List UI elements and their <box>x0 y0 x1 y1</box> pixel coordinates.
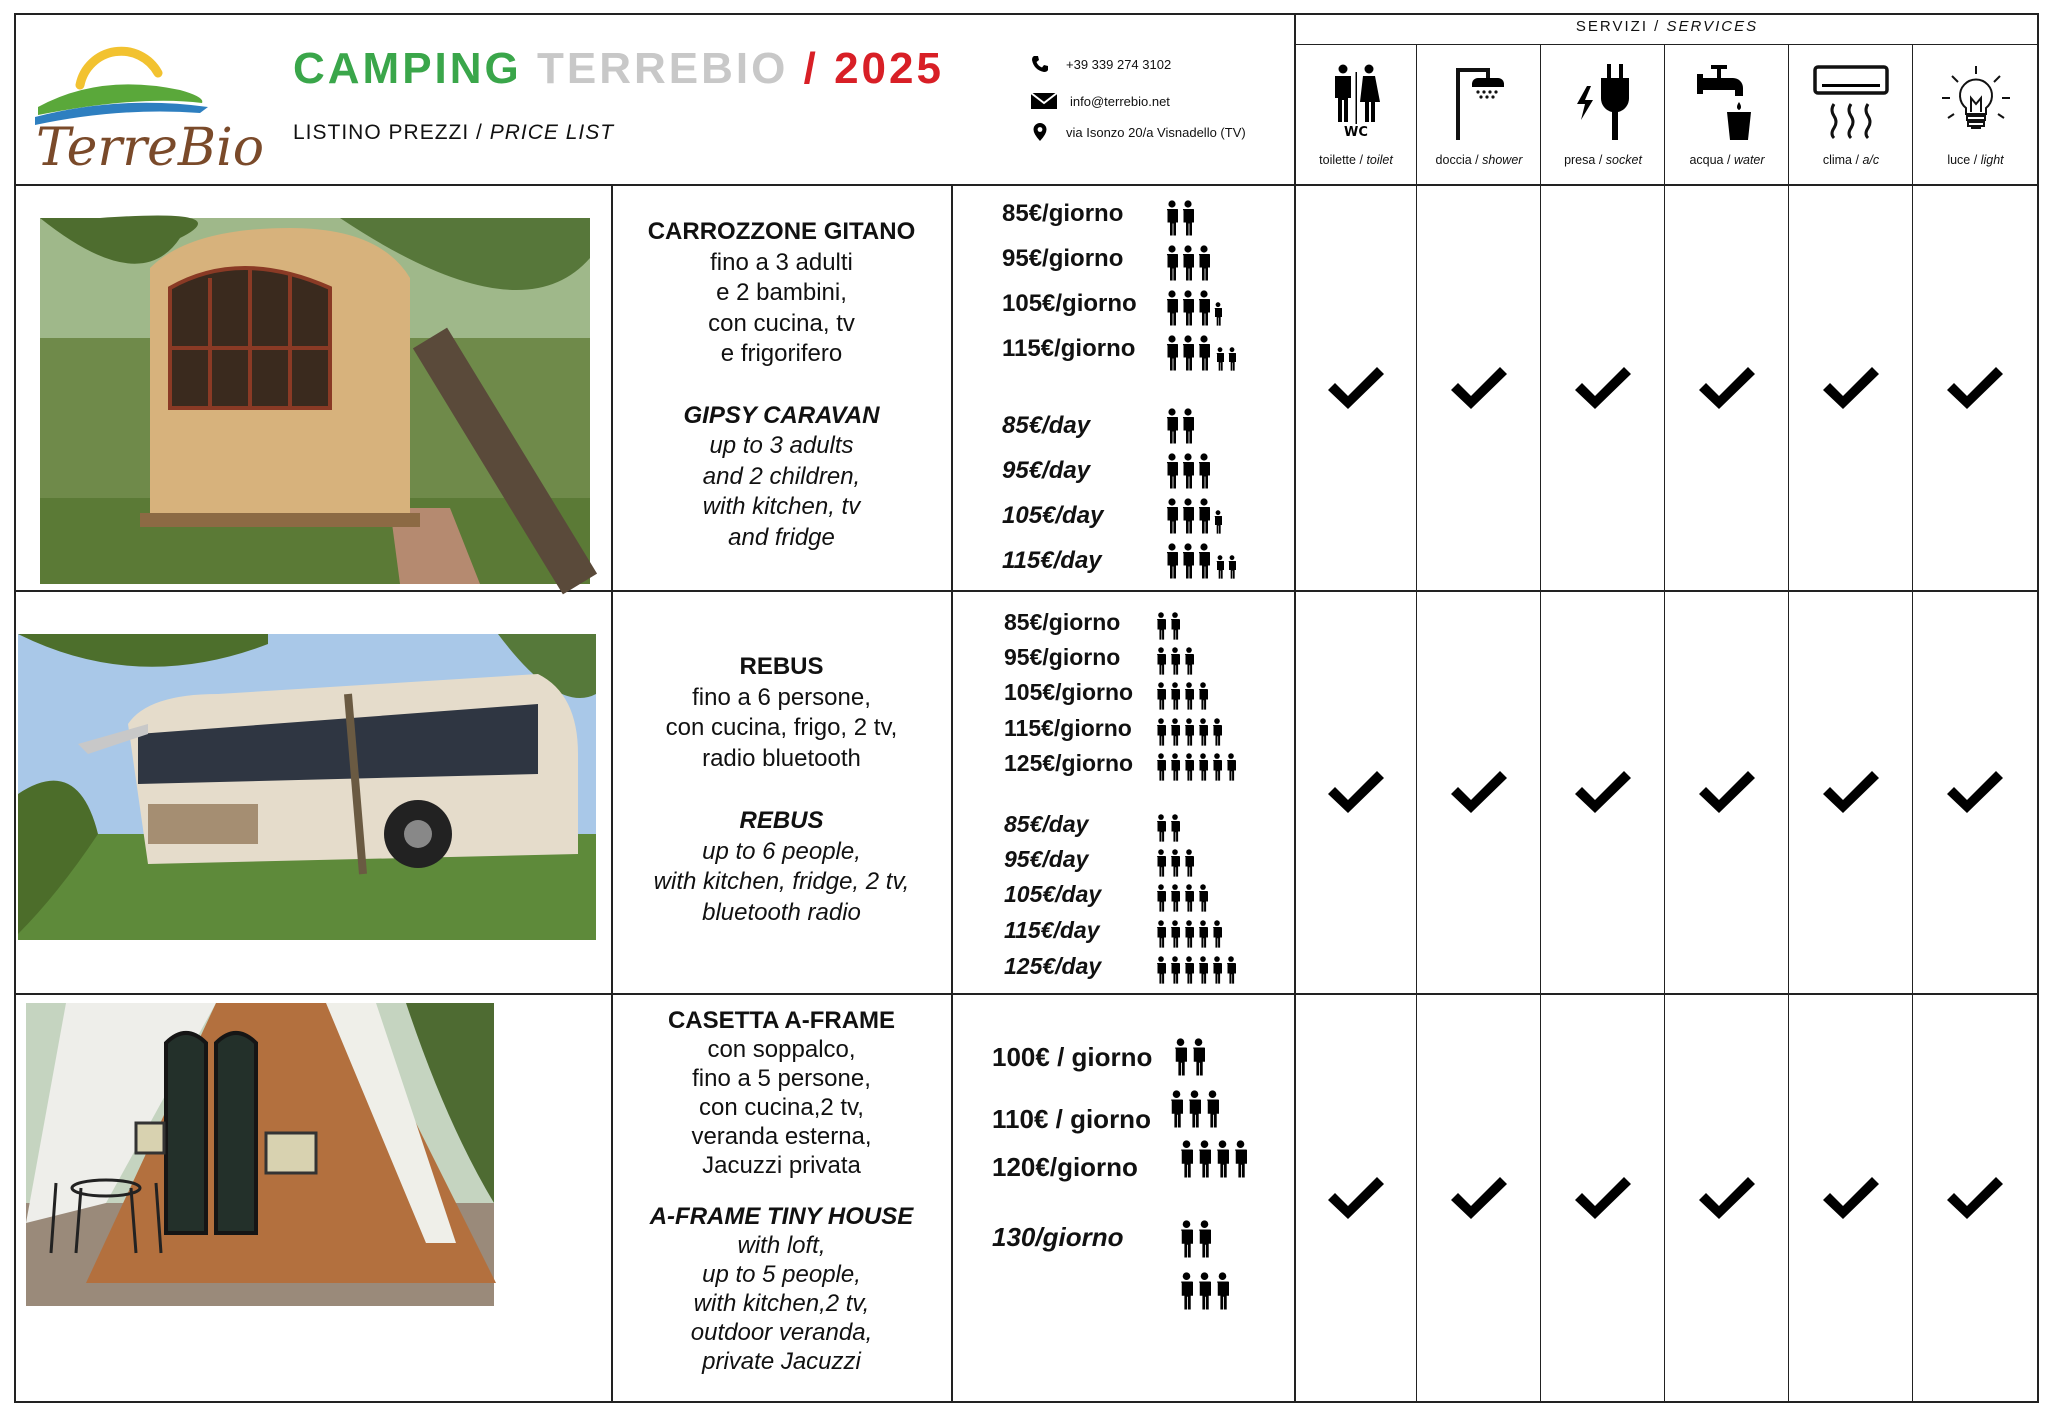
service-divider <box>1416 44 1417 1403</box>
people-icons-4 <box>1180 1140 1252 1183</box>
price-row: 105€/day <box>1002 502 1104 529</box>
service-divider <box>1788 44 1789 1403</box>
people-icons-2 <box>1180 1220 1216 1263</box>
socket-icon <box>1573 64 1633 140</box>
header-divider <box>14 184 2039 186</box>
light-bulb-icon <box>1938 64 2014 140</box>
service-socket: presa / socket <box>1542 46 1664 182</box>
people-icons-6 <box>1156 753 1242 786</box>
service-water: acqua / water <box>1666 46 1788 182</box>
price-row: 85€/giorno <box>1002 200 1124 227</box>
water-tap-icon <box>1697 64 1757 140</box>
people-icons-3 <box>1156 849 1200 882</box>
contact-phone: +39 339 274 3102 <box>1030 54 1171 74</box>
price-row: 85€/giorno <box>1004 609 1121 635</box>
people-icons-3 <box>1166 245 1216 286</box>
checkmark-icon <box>1820 363 1882 413</box>
toilet-icon <box>1331 64 1381 138</box>
service-light: luce / light <box>1914 46 2037 182</box>
description-rebus: REBUS fino a 6 persone, con cucina, frigo, 2 tv, radio bluetooth REBUS up to 6 people, with kitchen, fridge, 2 tv, bluetooth radio <box>653 653 910 926</box>
people-icons-2 <box>1174 1038 1210 1081</box>
people-icons-6 <box>1156 956 1242 989</box>
svg-text:WC: WC <box>1344 125 1368 140</box>
people-icons-3 <box>1156 647 1200 680</box>
checkmark-icon <box>1448 767 1510 817</box>
checkmark-icon <box>1696 1173 1758 1223</box>
price-row: 115€/day <box>1002 547 1102 574</box>
people-icons-3 <box>1166 453 1216 494</box>
description-gipsy-caravan: CARROZZONE GITANO fino a 3 adulti e 2 bambini, con cucina, tv e frigorifero GIPSY CARAVAN up to 3 adults and 2 children, with kitchen, tv and fridge <box>647 218 916 551</box>
price-row: 120€/giorno <box>992 1152 1138 1182</box>
phone-icon <box>1030 54 1052 74</box>
people-icons-3-plus-2-children <box>1166 335 1246 376</box>
people-icons-3-plus-1-child <box>1166 290 1232 331</box>
price-row: 95€/day <box>1002 457 1091 484</box>
price-row: 125€/giorno <box>1004 750 1134 776</box>
people-icons-3-plus-2-children <box>1166 543 1246 584</box>
page-subtitle: LISTINO PREZZI / PRICE LIST <box>293 121 615 144</box>
service-shower: doccia / shower <box>1418 46 1540 182</box>
price-row: 95€/giorno <box>1004 644 1121 670</box>
people-icons-4 <box>1156 682 1214 715</box>
checkmark-icon <box>1944 1173 2006 1223</box>
checkmark-icon <box>1696 767 1758 817</box>
checkmark-icon <box>1572 767 1634 817</box>
service-toilet: WC toilette / toilet <box>1296 46 1416 182</box>
checkmark-icon <box>1944 767 2006 817</box>
envelope-icon <box>1030 91 1058 111</box>
price-row: 105€/day <box>1004 881 1102 907</box>
people-icons-2 <box>1166 408 1198 449</box>
service-ac: clima / a/c <box>1790 46 1912 182</box>
page-title: CAMPING TERREBIO / 2025 <box>293 44 944 93</box>
row-divider <box>14 590 2039 592</box>
services-title-divider <box>1294 44 2039 45</box>
description-a-frame: CASETTA A-FRAME con soppalco, fino a 5 persone, con cucina,2 tv, veranda esterna, Jacuzzi privata A-FRAME TINY HOUSE with loft, up to 5 people, with kitchen,2 tv, outdoor veranda, private Jacuzzi <box>649 1007 914 1375</box>
row-divider <box>14 993 2039 995</box>
contact-email: info@terrebio.net <box>1030 91 1170 111</box>
contact-address: via Isonzo 20/a Visnadello (TV) <box>1030 122 1246 142</box>
price-row: 105€/giorno <box>1002 290 1137 317</box>
price-row: 85€/day <box>1002 412 1091 439</box>
logo <box>30 35 265 178</box>
checkmark-icon <box>1572 363 1634 413</box>
people-icons-3-plus-1-child <box>1166 498 1232 539</box>
checkmark-icon <box>1696 363 1758 413</box>
price-row: 130/giorno <box>992 1222 1124 1252</box>
services-title: SERVIZI / SERVICES <box>1575 18 1759 35</box>
price-row: 85€/day <box>1004 811 1089 837</box>
price-row: 115€/day <box>1004 917 1100 943</box>
people-icons-5 <box>1156 920 1228 953</box>
photo-rebus-bus <box>18 634 596 940</box>
people-icons-2 <box>1156 814 1186 847</box>
column-divider <box>951 184 953 1403</box>
checkmark-icon <box>1944 363 2006 413</box>
price-row: 115€/giorno <box>1004 715 1132 741</box>
checkmark-icon <box>1820 1173 1882 1223</box>
price-row: 110€ / giorno <box>992 1104 1151 1134</box>
shower-icon <box>1452 64 1506 140</box>
people-icons-3 <box>1170 1090 1224 1133</box>
price-row: 115€/giorno <box>1002 335 1136 362</box>
photo-a-frame-house <box>26 1003 494 1306</box>
people-icons-4 <box>1156 884 1214 917</box>
air-conditioner-icon <box>1812 64 1890 140</box>
price-row: 100€ / giorno <box>992 1042 1153 1072</box>
services-divider <box>1294 13 1296 1403</box>
price-row: 95€/day <box>1004 846 1089 872</box>
people-icons-5 <box>1156 718 1228 751</box>
service-divider <box>1540 44 1541 1403</box>
price-row: 125€/day <box>1004 953 1102 979</box>
people-icons-2 <box>1166 200 1198 241</box>
map-pin-icon <box>1030 122 1052 142</box>
price-row: 105€/giorno <box>1004 679 1134 705</box>
checkmark-icon <box>1820 767 1882 817</box>
checkmark-icon <box>1448 1173 1510 1223</box>
people-icons-3 <box>1180 1272 1234 1315</box>
logo-wordmark: TerreBio <box>36 118 265 178</box>
checkmark-icon <box>1325 1173 1387 1223</box>
checkmark-icon <box>1325 363 1387 413</box>
price-row: 95€/giorno <box>1002 245 1124 272</box>
photo-gipsy-caravan <box>40 218 590 584</box>
checkmark-icon <box>1325 767 1387 817</box>
service-divider <box>1664 44 1665 1403</box>
checkmark-icon <box>1448 363 1510 413</box>
checkmark-icon <box>1572 1173 1634 1223</box>
people-icons-2 <box>1156 612 1186 645</box>
service-divider <box>1912 44 1913 1403</box>
